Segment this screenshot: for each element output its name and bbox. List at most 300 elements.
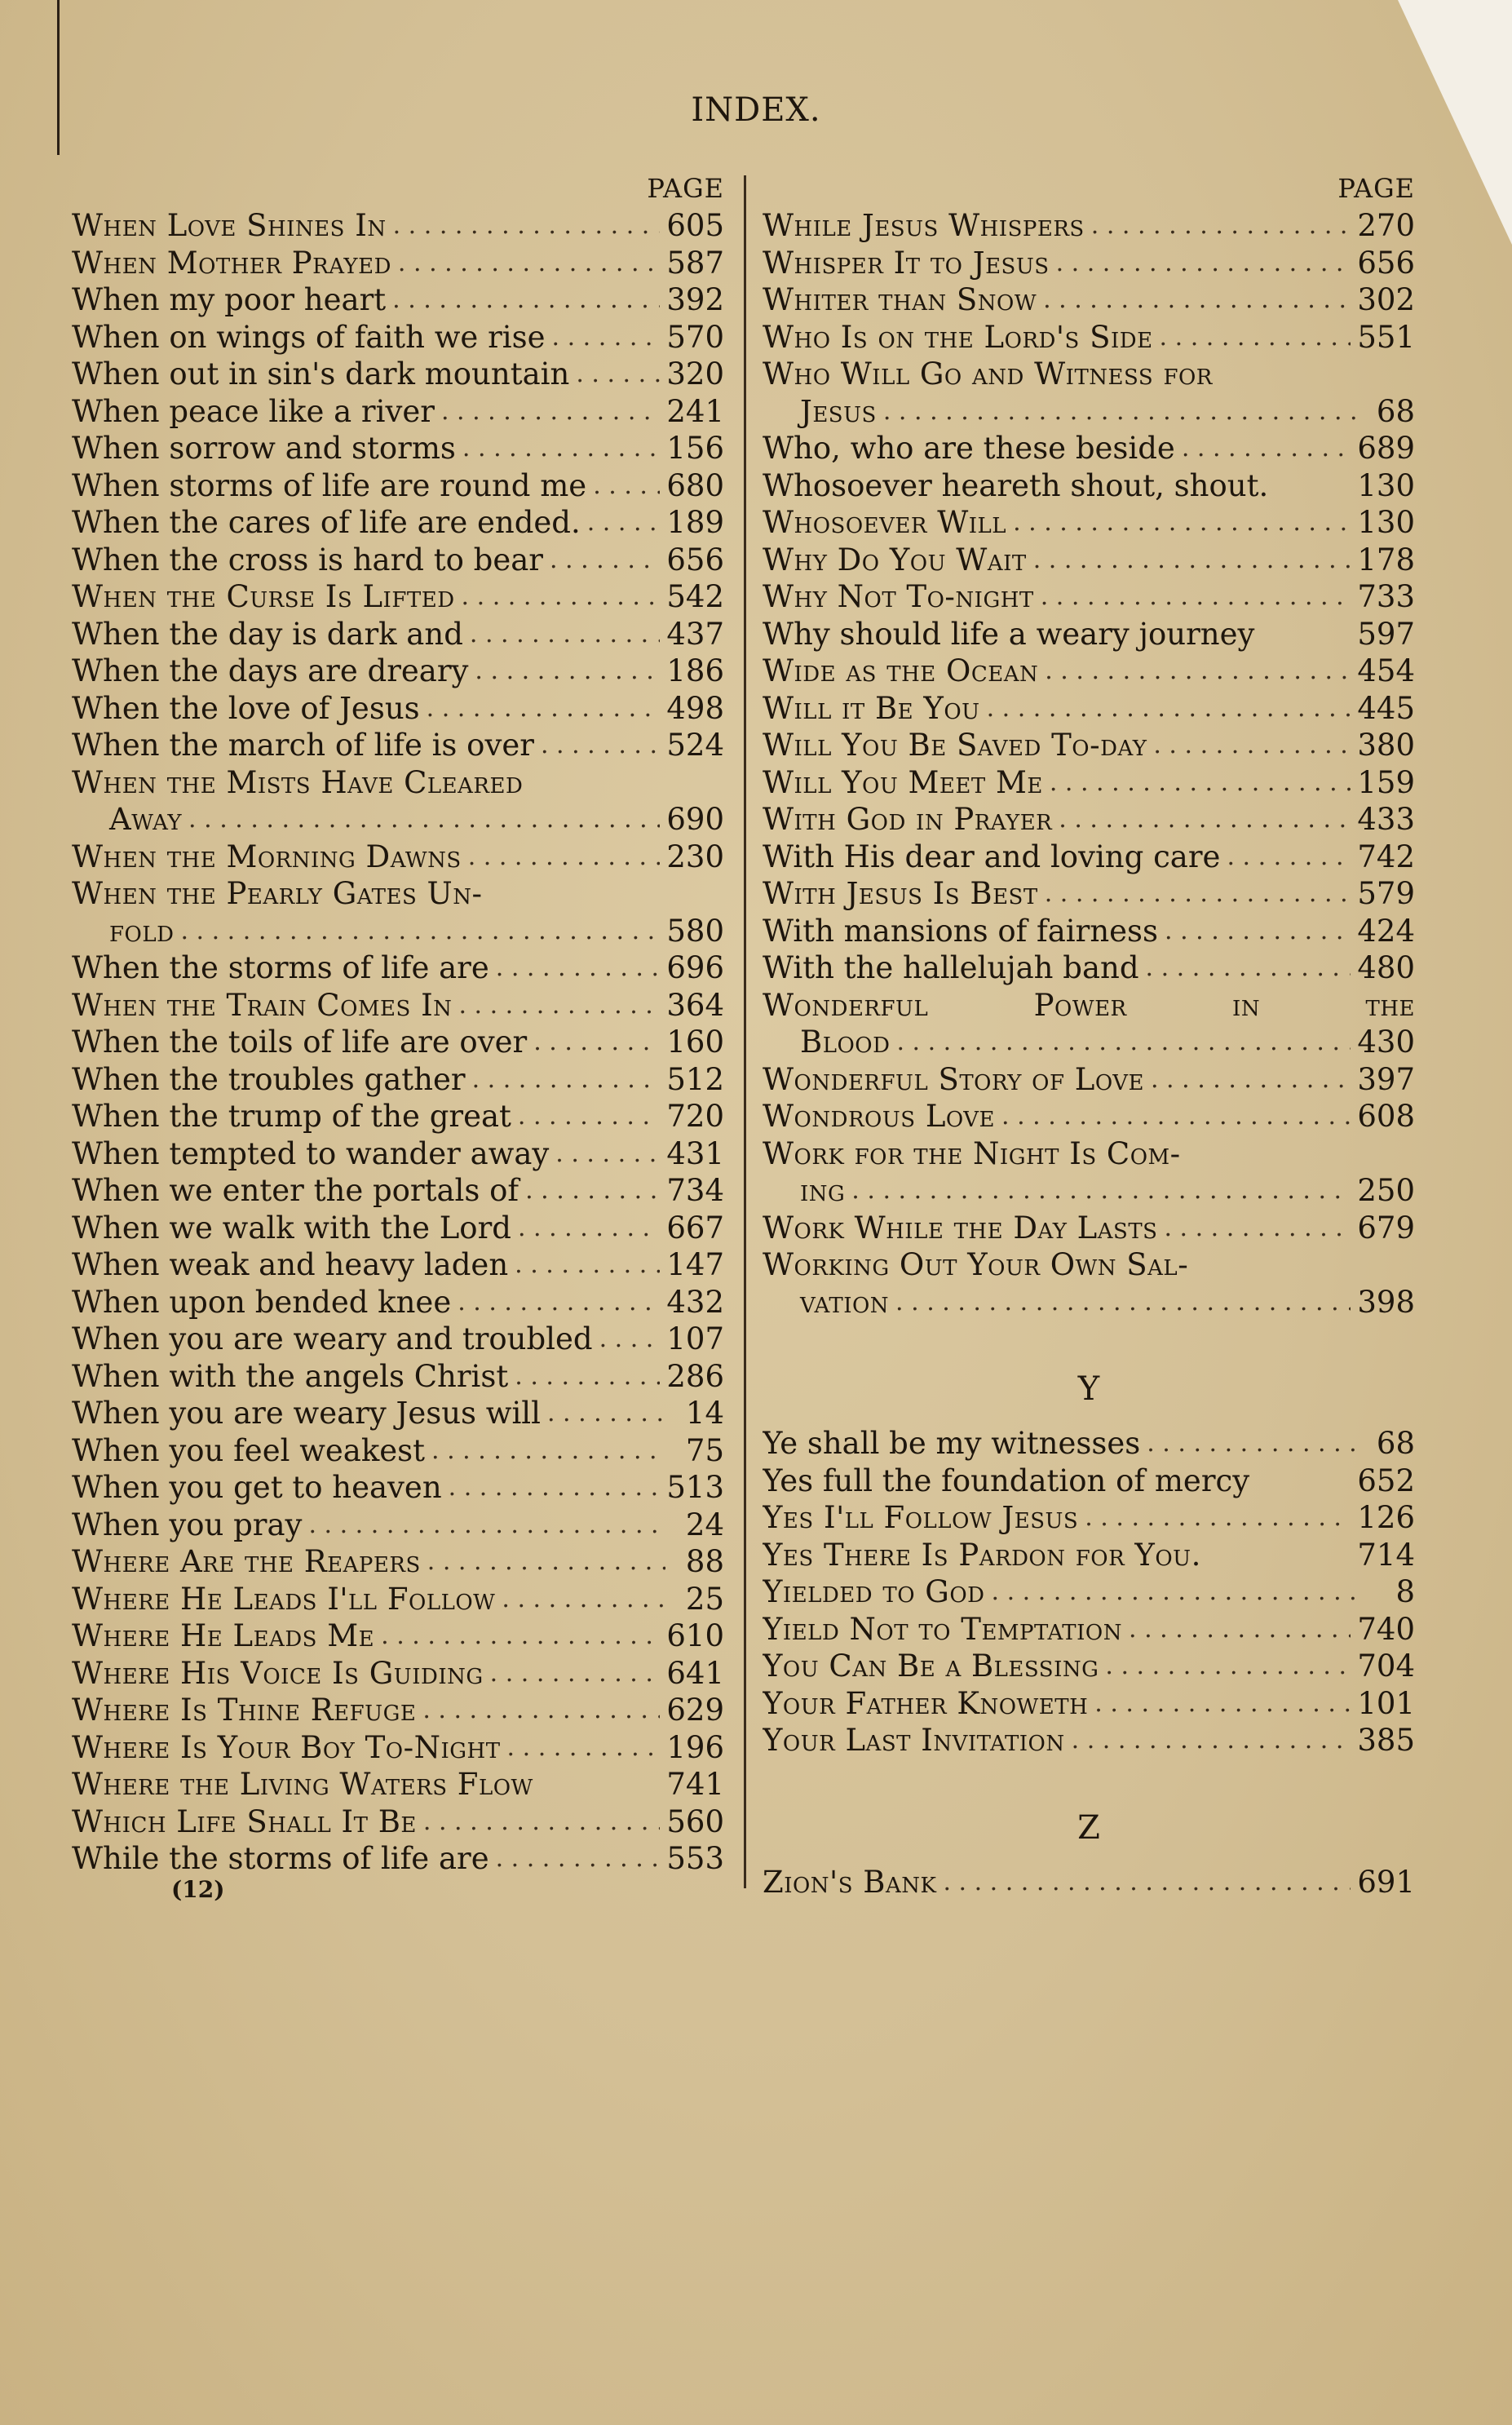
entry-page-number: 68 [1376,1426,1415,1461]
entry-title: Wondrous Love [763,1099,996,1134]
dot-leader [587,504,661,542]
entry-page-number: 437 [666,616,724,652]
index-entry [763,578,1415,616]
index-entry [763,207,1415,245]
entry-page-number: 542 [666,579,724,614]
entry-page-number: 656 [666,542,724,577]
entry-page-number: 480 [1357,950,1415,985]
entry-title: Who Will Go and Witness for [763,356,1213,392]
index-entry [763,1499,1415,1537]
dot-leader [431,1432,665,1470]
index-entry [763,504,1415,542]
index-entry [763,727,1415,764]
dot-leader [462,430,660,467]
dot-leader [515,1358,660,1396]
entry-title: With the hallelujah band [763,950,1139,985]
entry-page-number: 641 [666,1655,724,1691]
entry-title: When my poor heart [72,282,387,317]
entry-title: Whiter than Snow [763,282,1037,317]
index-entry [763,1061,1415,1099]
entry-page-number: 88 [685,1544,724,1579]
binding-edge [57,0,60,155]
dot-leader [449,1469,661,1507]
dot-leader [555,1135,660,1173]
index-entry [763,949,1415,987]
entry-page-number: 398 [1357,1284,1415,1320]
index-entry [72,1172,724,1210]
dot-leader [550,542,660,579]
z-entry-list [763,1864,1415,1901]
entry-title: Where the Living Waters Flow [72,1767,533,1802]
index-entry [763,1573,1415,1611]
dot-leader [462,578,661,616]
entry-page-number: 629 [666,1693,724,1728]
entry-title: Will You Meet Me [763,764,1043,800]
dot-leader [1043,281,1351,319]
dot-leader [1085,1499,1351,1537]
entry-page-number: 714 [1357,1537,1415,1573]
entry-page-number: 156 [666,431,724,466]
dot-leader [541,727,660,764]
entry-title: When the Train Comes In [72,987,453,1023]
entry-page-number: 320 [666,356,724,392]
dot-leader [1056,245,1351,282]
dot-leader [1164,1210,1351,1247]
index-entry [72,801,724,839]
entry-title: When we enter the portals of [72,1173,519,1208]
dot-leader [1147,1425,1356,1463]
entry-page-number: 667 [666,1210,724,1246]
section-letter-z: Z [1077,1808,1100,1847]
dot-leader [1045,653,1351,690]
index-entry [72,949,724,987]
dot-leader [1165,913,1351,950]
index-entry [763,1135,1415,1173]
dot-leader [475,653,660,690]
entry-page-number: 605 [666,208,724,243]
index-entry [763,1611,1415,1648]
entry-title: Zion's Bank [763,1864,937,1900]
dot-leader [1160,319,1351,356]
entry-title: Yielded to God [763,1574,985,1609]
dot-leader [515,1246,660,1284]
index-entry [72,764,724,802]
entry-title: Will it Be You [763,690,980,726]
index-entry [763,281,1415,319]
entry-page-number: 696 [666,950,724,985]
entry-title: While the storms of life are [72,1841,489,1876]
entry-title: When you feel weakest [72,1432,425,1468]
dot-leader [398,245,660,282]
index-entry [763,764,1415,802]
entry-page-number: 741 [666,1767,724,1802]
entry-title: Wonderful Story of Love [763,1061,1144,1097]
entry-page-number: 385 [1357,1723,1415,1758]
dot-leader [1013,504,1351,542]
index-entry [763,875,1415,913]
dot-leader [883,393,1356,431]
entry-page-number: 587 [666,245,724,281]
entry-title: When the march of life is over [72,728,534,763]
entry-page-number: 286 [666,1358,724,1394]
index-entry [72,1581,724,1618]
entry-page-number: 302 [1357,282,1415,317]
entry-title: Where His Voice Is Guiding [72,1655,484,1691]
entry-page-number: 704 [1357,1648,1415,1684]
index-entry [72,1507,724,1544]
entry-page-number: 75 [685,1432,724,1468]
page-column-header: PAGE [647,173,724,204]
dot-leader [381,1617,660,1655]
entry-page-number: 126 [1357,1500,1415,1535]
entry-title: Away [109,802,183,837]
entry-page-number: 524 [666,728,724,763]
entry-page-number: 130 [1357,467,1415,503]
entry-page-number: 230 [666,839,724,874]
entry-page-number: 24 [685,1507,724,1542]
dot-leader [441,393,660,431]
dot-leader [427,1543,665,1581]
entry-page-number: 25 [685,1581,724,1617]
dot-leader [180,913,660,950]
entry-title: Whosoever Will [763,505,1007,540]
entry-title: When you are weary and troubled [72,1321,593,1356]
index-entry [763,653,1415,690]
dot-leader [943,1864,1351,1901]
dot-leader [547,1395,665,1432]
index-entry [72,542,724,579]
entry-page-number: 160 [666,1024,724,1060]
entry-title: Yes There Is Pardon for You. [763,1537,1201,1573]
entry-page-number: 580 [666,913,724,949]
entry-page-number: 734 [666,1173,724,1208]
entry-title: When you get to heaven [72,1470,442,1505]
entry-page-number: 430 [1357,1024,1415,1060]
entry-title: When peace like a river [72,393,435,429]
entry-page-number: 424 [1357,913,1415,949]
dot-leader [1182,430,1351,467]
entry-title: When the storms of life are [72,950,489,985]
entry-page-number: 513 [666,1470,724,1505]
entry-title: Blood [800,1024,891,1060]
entry-page-number: 130 [1357,505,1415,540]
entry-title: When the day is dark and [72,616,463,652]
index-entry [72,1246,724,1284]
dot-leader [1001,1098,1351,1135]
entry-title: Your Father Knoweth [763,1685,1089,1721]
section-letter-y: Y [1077,1370,1100,1408]
index-entry [72,319,724,356]
entry-title: When upon bended knee [72,1284,452,1320]
index-entry [72,1692,724,1729]
right-entry-list [763,207,1415,1321]
dot-leader [1227,839,1351,876]
entry-title: When the cross is hard to bear [72,542,543,577]
entry-page-number: 397 [1357,1061,1415,1097]
entry-title: Work for the Night Is Com- [763,1135,1181,1171]
entry-page-number: 691 [1357,1864,1415,1900]
dot-leader [525,1172,660,1210]
entry-page-number: 610 [666,1618,724,1653]
entry-page-number: 186 [666,653,724,688]
dot-leader [987,690,1351,728]
entry-title: Where He Leads I'll Follow [72,1581,496,1617]
entry-title: When tempted to wander away [72,1135,550,1171]
entry-page-number: 8 [1395,1574,1415,1609]
entry-title: When storms of life are round me [72,467,587,503]
dot-leader [599,1321,661,1358]
index-entry [72,1321,724,1358]
entry-page-number: 189 [666,505,724,540]
entry-page-number: 364 [666,987,724,1023]
index-entry [72,1358,724,1396]
dot-leader [1129,1611,1351,1648]
index-entry [72,207,724,245]
dot-leader [423,1803,660,1841]
index-entry [763,839,1415,876]
index-entry [72,616,724,653]
entry-title: Whisper It to Jesus [763,245,1050,281]
index-entry [763,1537,1415,1574]
entry-title: Your Last Invitation [763,1723,1065,1758]
entry-title: When we walk with the Lord [72,1210,511,1246]
page-column-header: PAGE [1337,173,1415,204]
entry-title: ing [800,1173,846,1208]
entry-page-number: 740 [1357,1611,1415,1647]
entry-page-number: 512 [666,1061,724,1097]
entry-page-number: 680 [666,467,724,503]
entry-page-number: 656 [1357,245,1415,281]
dot-leader [896,1024,1351,1061]
index-entry [72,1766,724,1803]
dot-leader [1153,727,1351,764]
index-entry [763,542,1415,579]
entry-title: When out in sin's dark mountain [72,356,570,392]
entry-page-number: 392 [666,282,724,317]
dot-leader [502,1581,665,1618]
index-entry [72,987,724,1024]
index-entry [763,1024,1415,1061]
entry-title: When you are weary Jesus will [72,1396,541,1431]
index-entry [763,616,1415,653]
dot-leader [308,1507,665,1544]
entry-title: Whosoever heareth shout, shout. [763,467,1269,503]
index-entry [763,1425,1415,1463]
dot-leader [422,1692,660,1729]
entry-page-number: 241 [666,393,724,429]
dot-leader [458,987,660,1024]
left-entry-list [72,207,724,1878]
entry-title: Which Life Shall It Be [72,1803,417,1839]
entry-title: Will You Be Saved To-day [763,728,1147,763]
entry-page-number: 431 [666,1135,724,1171]
entry-title: When the Morning Dawns [72,839,462,874]
entry-title: When the troubles gather [72,1061,466,1097]
entry-page-number: 579 [1357,876,1415,911]
dot-leader [1105,1648,1351,1685]
entry-title: When sorrow and storms [72,431,456,466]
dot-leader [496,949,661,987]
index-entry [763,1098,1415,1135]
entry-page-number: 553 [666,1841,724,1876]
entry-page-number: 690 [666,802,724,837]
index-entry [72,1729,724,1767]
index-entry [763,1463,1415,1500]
entry-title: Where Is Your Boy To-Night [72,1729,501,1765]
entry-page-number: 679 [1357,1210,1415,1246]
entry-page-number: 733 [1357,579,1415,614]
dot-leader [392,281,660,319]
entry-title: While Jesus Whispers [763,208,1085,243]
entry-title: With God in Prayer [763,802,1053,837]
index-entry [72,1135,724,1173]
index-entry [763,430,1415,467]
index-entry [72,875,724,913]
dot-leader [188,801,660,839]
entry-page-number: 445 [1357,690,1415,726]
entry-page-number: 608 [1357,1099,1415,1134]
entry-page-number: 68 [1376,393,1415,429]
index-entry [763,467,1415,505]
entry-title: Yes I'll Follow Jesus [763,1500,1079,1535]
index-entry [72,1655,724,1693]
dot-leader [490,1655,661,1693]
index-entry [72,1617,724,1655]
index-entry [72,1395,724,1432]
entry-title: Wonderful Power in the [763,987,1415,1023]
entry-title: When the trump of the great [72,1099,511,1134]
entry-title: Jesus [800,393,877,429]
index-entry [72,913,724,950]
index-entry [72,578,724,616]
index-entry [763,913,1415,950]
index-entry [72,281,724,319]
entry-title: Wide as the Ocean [763,653,1039,688]
entry-page-number: 107 [666,1321,724,1356]
entry-title: Why Not To-night [763,579,1034,614]
index-entry [763,1284,1415,1321]
index-entry [763,1722,1415,1759]
dot-leader [468,839,661,876]
entry-title: With Jesus Is Best [763,876,1038,911]
index-entry [72,467,724,505]
dot-leader [518,1210,660,1247]
entry-title: Why Do You Wait [763,542,1027,577]
entry-page-number: 147 [666,1247,724,1282]
entry-title: When the love of Jesus [72,690,420,726]
entry-title: When weak and heavy laden [72,1247,509,1282]
dot-leader [1045,875,1351,913]
index-entry [72,1024,724,1061]
index-entry [72,1098,724,1135]
entry-page-number: 720 [666,1099,724,1134]
dot-leader [472,1061,661,1099]
index-entry [763,1246,1415,1284]
page-number: (12) [171,1876,225,1903]
index-entry [72,504,724,542]
index-entry [72,245,724,282]
dot-leader [576,356,660,393]
dot-leader [470,616,660,653]
dot-leader [533,1024,660,1061]
index-entry [763,393,1415,431]
index-entry [763,319,1415,356]
dot-leader [1146,949,1351,987]
dot-leader [496,1840,661,1878]
entry-title: Who Is on the Lord's Side [763,319,1153,355]
index-entry [763,1210,1415,1247]
index-entry [72,430,724,467]
dot-leader [552,319,661,356]
index-entry [763,356,1415,393]
entry-page-number: 597 [1357,616,1415,652]
dot-leader [1050,764,1351,802]
index-entry [72,727,724,764]
entry-title: When with the angels Christ [72,1358,509,1394]
entry-page-number: 433 [1357,802,1415,837]
index-entry [763,987,1415,1024]
entry-page-number: 101 [1357,1685,1415,1721]
dot-leader [1033,542,1351,579]
index-entry [763,1864,1415,1901]
dot-leader [1041,578,1351,616]
entry-title: When the toils of life are over [72,1024,528,1060]
entry-page-number: 159 [1357,764,1415,800]
entry-page-number: 432 [666,1284,724,1320]
index-entry [763,801,1415,839]
index-entry [72,1061,724,1099]
entry-page-number: 570 [666,319,724,355]
entry-title: Who, who are these beside [763,431,1175,466]
entry-title: Where Is Thine Refuge [72,1693,417,1728]
dot-leader [1059,801,1351,839]
entry-page-number: 551 [1357,319,1415,355]
entry-title: When the days are dreary [72,653,469,688]
index-entry [72,356,724,393]
dot-leader [507,1729,661,1767]
entry-title: When you pray [72,1507,303,1542]
entry-title: Working Out Your Own Sal- [763,1247,1189,1282]
entry-title: When the Pearly Gates Un- [72,876,483,911]
entry-page-number: 380 [1357,728,1415,763]
entry-title: Yield Not to Temptation [763,1611,1122,1647]
index-entry [763,1648,1415,1685]
entry-title: vation [800,1284,890,1320]
right-column [763,173,1415,1901]
dot-leader [427,690,661,728]
dot-leader [593,467,660,505]
entry-title: When the Curse Is Lifted [72,579,455,614]
index-entry [72,1840,724,1878]
entry-page-number: 270 [1357,208,1415,243]
index-entry [72,1432,724,1470]
entry-page-number: 689 [1357,431,1415,466]
dot-leader [895,1284,1351,1321]
dot-leader [1072,1722,1351,1759]
entry-title: Work While the Day Lasts [763,1210,1158,1246]
index-entry [72,1543,724,1581]
left-column [72,173,724,1878]
entry-page-number: 250 [1357,1173,1415,1208]
index-entry [72,1803,724,1841]
entry-title: With mansions of fairness [763,913,1159,949]
entry-page-number: 14 [685,1396,724,1431]
entry-title: You Can Be a Blessing [763,1648,1099,1684]
index-entry [763,1172,1415,1210]
index-entry [72,690,724,728]
entry-page-number: 196 [666,1729,724,1765]
index-entry [72,1210,724,1247]
